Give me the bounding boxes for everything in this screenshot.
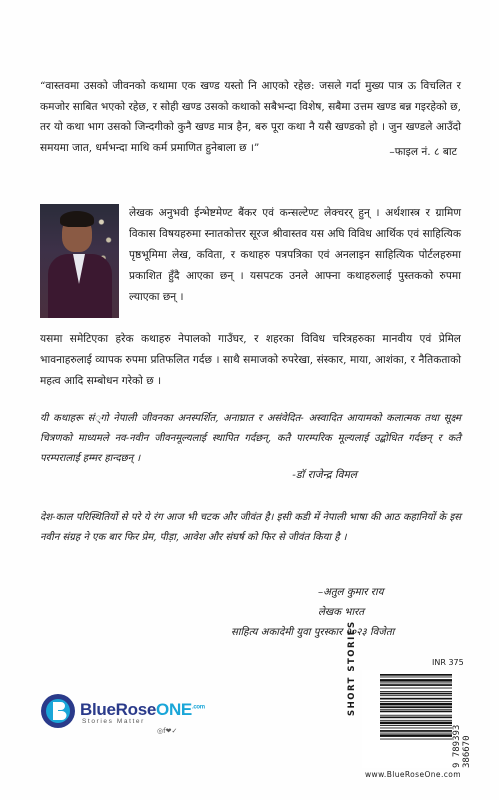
isbn-number: 9 789393 386670	[452, 724, 472, 768]
barcode-bar	[380, 688, 452, 689]
top-quote-attribution: –फाइल नं. ८ बाट	[389, 146, 457, 158]
barcode-bar	[380, 739, 452, 740]
barcode-bar	[380, 706, 452, 708]
review-2-award: साहित्य अकादेमी युवा पुरस्कार २०२३ विजेता	[231, 627, 395, 638]
book-description: यसमा समेटिएका हरेक कथाहरु नेपालको गाउँघर, र शहरका विविध चरित्रहरुका मानवीय एवं प्रेमिल भावनाहरुलाई व्यापक रुपमा प्रतिफलित गर्दछ । साथै समाजको रुपरेखा, संस्कार, माया, आशंका, र नैतिकताको महत्व आदि सम्बोधन गरेको छ ।	[40, 333, 461, 387]
barcode-bar	[380, 677, 452, 678]
barcode-bar	[380, 730, 452, 732]
barcode-bar	[380, 691, 452, 692]
publisher-name-main: BlueRose	[80, 700, 157, 719]
barcode-bar	[380, 725, 452, 726]
barcode-bar	[380, 733, 452, 734]
author-bio: लेखक अनुभवी ईन्भेष्टमेण्ट बैंकर एवं कन्सल्टेण्ट लेक्चरर् हुन् । अर्थशास्त्र र ग्रामिण विकास विषयहरुमा स्नातकोत्तर सूरज श्रीवास्तव यस अघि विविध आर्थिक एवं साहित्यिक पृष्ठभूमिमा लेख, कविता, र कथाहरु पत्रपत्रिका एवं अनलाइन साहित्यिक पोर्टलहरुमा प्रकाशित हुँदै आएका छन् । यसपटक उनले आफ्ना कथाहरुलाई पुस्तकको रुपमा ल्याएका छन् ।	[129, 207, 461, 303]
price-label: INR 375	[432, 658, 464, 667]
review-quote-1: यी कथाहरू सं्गो नेपाली जीवनका अनस्पर्शित, अनाघ्रात र असंवेदित- अस्वादित आयामको कलात्मक तथा सूक्ष्म चित्रणको माध्यमले नव-नवीन जीवनमूल्यलाई स्थापित गर्दछन्, कतै पारम्परिक मूल्यलाई उद्बोधित गर्दछन् र कतै परम्परालाई हम्मर हान्दछन् ।	[40, 413, 461, 464]
barcode-bar	[380, 698, 452, 700]
publisher-name-com: .com	[191, 704, 205, 711]
barcode-bar	[380, 695, 452, 696]
barcode-bar	[380, 693, 452, 695]
barcode-bar	[380, 703, 452, 706]
website-url: www.BlueRoseOne.com	[365, 770, 461, 779]
review-1-attribution: -डॉ राजेन्द्र विमल	[292, 469, 357, 481]
barcode-bar	[380, 715, 452, 716]
barcode-bar	[380, 717, 452, 719]
barcode-bar	[380, 720, 452, 721]
top-quote: “वास्तवमा उसको जीवनको कथामा एक खण्ड यस्तो नि आएको रहेछ: जसले गर्दा मुख्य पात्र ऊ विचलित र कमजोर साबित भएको रहेछ, र सोही खण्ड उसको कथाको सबैभन्दा विशेष, सबैमा उत्तम खण्ड बन्न गइरहेको छ, तर यो कथा भाग उसको जिन्दगीको कुनै खण्ड मात्र हैन, बरु पूरा कथा नै यसै खण्डको हो । जुन खण्डले आउँदो समयमा जात, धर्मभन्दा माथि कर्म प्रमाणित हुनेबाला छ ।”	[40, 80, 461, 154]
genre-label: SHORT STORIES	[347, 620, 357, 716]
barcode-bars	[366, 672, 454, 764]
publisher-name	[80, 700, 205, 720]
barcode-bar	[380, 701, 452, 702]
barcode-bar	[380, 684, 452, 686]
publisher-tagline: Stories Matter	[82, 718, 145, 725]
author-photo	[40, 204, 119, 318]
barcode-bar	[380, 722, 452, 725]
barcode-bar	[380, 709, 452, 710]
review-2-name: –अतुल कुमार राय	[318, 587, 384, 598]
social-icons: ◎f❤✓	[157, 727, 178, 735]
isbn-barcode	[362, 670, 458, 768]
review-2-role: लेखक भारत	[318, 607, 365, 618]
publisher-name-one: ONE	[156, 700, 192, 719]
barcode-bar	[380, 711, 452, 713]
barcode-bar	[380, 679, 452, 682]
barcode-bar	[380, 683, 452, 684]
barcode-bar	[380, 728, 452, 729]
barcode-bar	[380, 734, 452, 737]
bluerose-logo-icon	[40, 693, 76, 729]
barcode-bar	[380, 674, 452, 676]
review-quote-2: देश-काल परिस्थितियों से परे ये रंग आज भी चटक और जीवंत है। इसी कडी में नेपाली भाषा की आठ कहानियों के इस नवीन संग्रह ने एक बार फिर प्रेम, पीड़ा, आवेश और संघर्ष को फिर से जीवंत किया है ।	[40, 512, 461, 543]
